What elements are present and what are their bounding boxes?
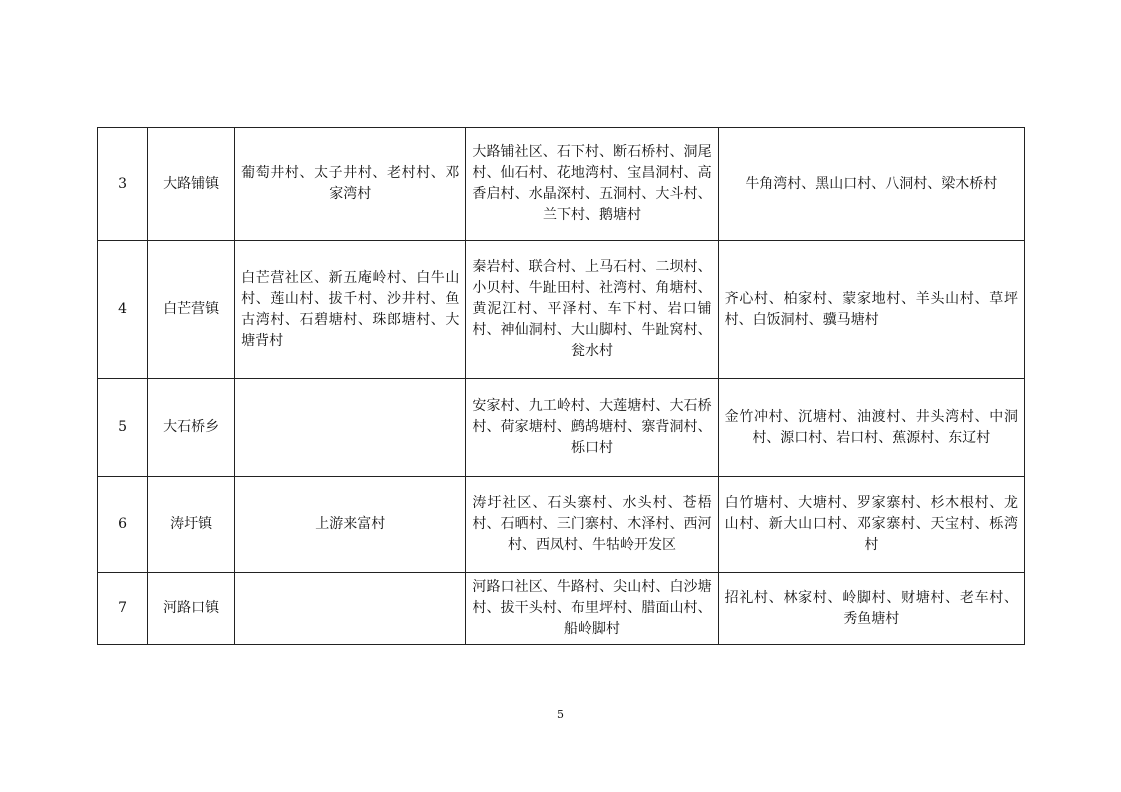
town-name: 大石桥乡 (148, 379, 235, 477)
town-name: 河路口镇 (148, 573, 235, 645)
town-name: 涛圩镇 (148, 477, 235, 573)
row-number: 5 (98, 379, 148, 477)
villages-table (97, 127, 1025, 645)
column-a-villages (235, 573, 466, 645)
column-b-villages: 河路口社区、牛路村、尖山村、白沙塘村、拔干头村、布里坪村、腊面山村、船岭脚村 (466, 573, 718, 645)
column-a-villages (235, 379, 466, 477)
column-c-villages: 招礼村、林家村、岭脚村、财塘村、老车村、秀鱼塘村 (718, 573, 1024, 645)
column-b-villages: 安家村、九工岭村、大莲塘村、大石桥村、荷家塘村、鹧鸪塘村、寨背洞村、栎口村 (466, 379, 718, 477)
row-number: 6 (98, 477, 148, 573)
table-row (98, 241, 1025, 379)
column-b-villages: 涛圩社区、石头寨村、水头村、苍梧村、石晒村、三门寨村、木泽村、西河村、西凤村、牛牯岭开发区 (466, 477, 718, 573)
row-number: 3 (98, 128, 148, 241)
table-row (98, 128, 1025, 241)
column-c-villages: 金竹冲村、沉塘村、油渡村、井头湾村、中洞村、源口村、岩口村、蕉源村、东辽村 (718, 379, 1024, 477)
town-name: 白芒营镇 (148, 241, 235, 379)
table-row (98, 573, 1025, 645)
column-b-villages: 秦岩村、联合村、上马石村、二坝村、小贝村、牛趾田村、社湾村、角塘村、黄泥江村、平泽村、车下村、岩口铺村、神仙洞村、大山脚村、牛趾窝村、瓮水村 (466, 241, 718, 379)
column-a-villages: 白芒营社区、新五庵岭村、白牛山村、莲山村、拔千村、沙井村、鱼古湾村、石碧塘村、珠郎塘村、大塘背村 (235, 241, 466, 379)
table-row (98, 477, 1025, 573)
row-number: 7 (98, 573, 148, 645)
row-number: 4 (98, 241, 148, 379)
table-row (98, 379, 1025, 477)
column-c-villages: 齐心村、柏家村、蒙家地村、羊头山村、草坪村、白饭洞村、骥马塘村 (718, 241, 1024, 379)
column-b-villages: 大路铺社区、石下村、断石桥村、洞尾村、仙石村、花地湾村、宝昌洞村、高香启村、水晶深村、五洞村、大斗村、兰下村、鹅塘村 (466, 128, 718, 241)
column-a-villages: 葡萄井村、太子井村、老村村、邓家湾村 (235, 128, 466, 241)
column-c-villages: 牛角湾村、黑山口村、八洞村、梁木桥村 (718, 128, 1024, 241)
town-name: 大路铺镇 (148, 128, 235, 241)
column-c-villages: 白竹塘村、大塘村、罗家寨村、杉木根村、龙山村、新大山口村、邓家寨村、天宝村、栎湾村 (718, 477, 1024, 573)
page-number: 5 (557, 708, 564, 721)
column-a-villages: 上游来富村 (235, 477, 466, 573)
